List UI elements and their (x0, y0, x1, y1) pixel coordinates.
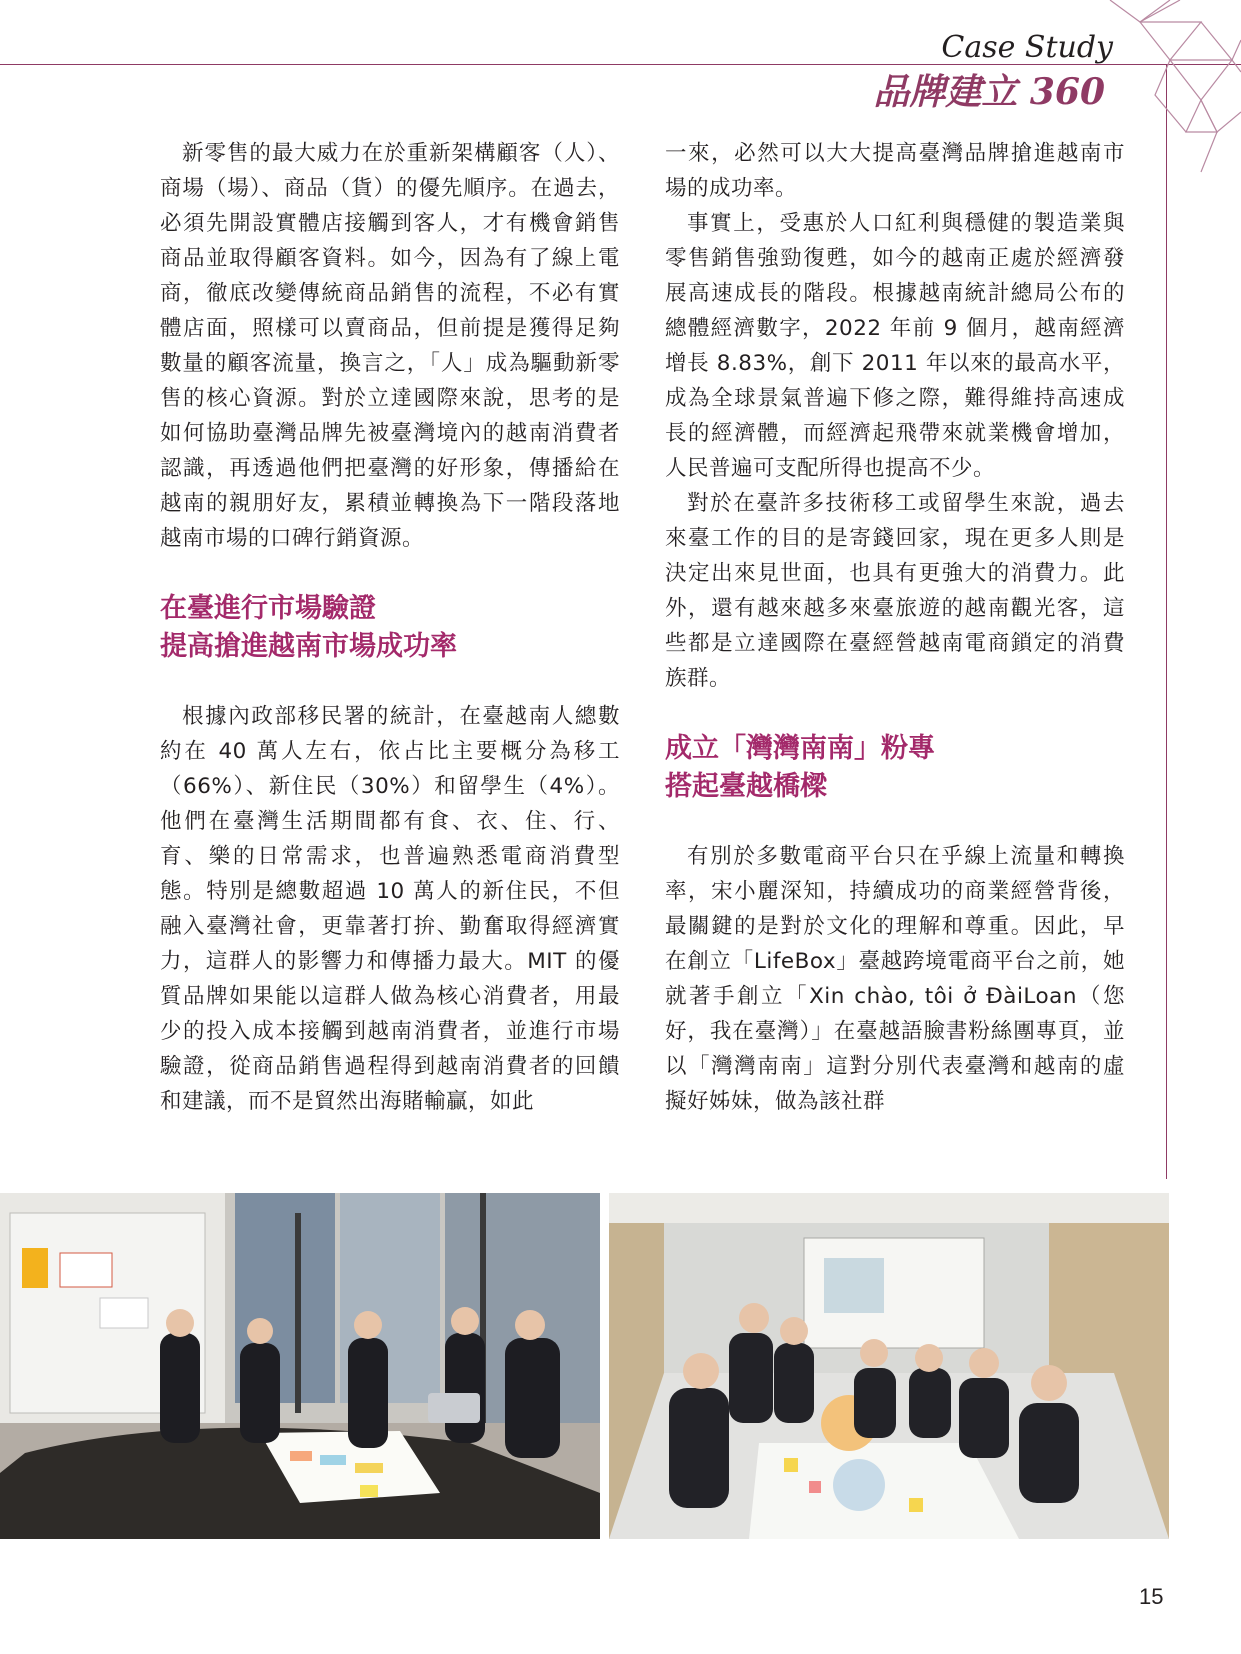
body-paragraph: 根據內政部移民署的統計，在臺越南人總數約在 40 萬人左右，依占比主要概分為移工（66%）、新住民（30%）和留學生（4%）。他們在臺灣生活期間都有食、衣、住、行、育、樂的日常需求，也普遍熟悉電商消費型態。特別是總數超過 10 萬人的新住民，不但融入臺灣社會，更靠著打拚、勤奮取得經濟實力，這群人的影響力和傳播力最大。MIT 的優質品牌如果能以這群人做為核心消費者，用最少的投入成本接觸到越南消費者，並進行市場驗證，從商品銷售過程得到越南消費者的回饋和建議，而不是貿然出海賭輸贏，如此 (160, 704, 620, 1114)
body-paragraph-continued: 一來，必然可以大大提高臺灣品牌搶進越南市場的成功率。 (665, 141, 1125, 201)
series-title: Case Study (941, 30, 1113, 65)
margin-rule (1166, 64, 1167, 1179)
conference-room-photo (609, 1193, 1169, 1539)
page-number: 15 (1139, 1584, 1164, 1609)
body-paragraph: 有別於多數電商平台只在乎線上流量和轉換率，宋小麗深知，持續成功的商業經營背後，最關鍵的是對於文化的理解和尊重。因此，早在創立「LifeBox」臺越跨境電商平台之前，她就著手創立「Xin chào, tôi ở ĐàiLoan（您好，我在臺灣）」在臺越語臉書粉絲團專頁，並以「灣灣南南」這對分別代表臺灣和越南的虛擬好姊妹，做為該社群 (665, 844, 1125, 1114)
body-paragraph: 新零售的最大威力在於重新架構顧客（人）、商場（場）、商品（貨）的優先順序。在過去，必須先開設實體店接觸到客人，才有機會銷售商品並取得顧客資料。如今，因為有了線上電商，徹底改變傳統商品銷售的流程，不必有實體店面，照樣可以賣商品，但前提是獲得足夠數量的顧客流量，換言之，「人」成為驅動新零售的核心資源。對於立達國際來說，思考的是如何協助臺灣品牌先被臺灣境內的越南消費者認識，再透過他們把臺灣的好形象，傳播給在越南的親朋好友，累積並轉換為下一階段落地越南市場的口碑行銷資源。 (160, 141, 620, 551)
right-text-column (665, 136, 1125, 1119)
office-meeting-photo (0, 1193, 600, 1539)
body-paragraph: 事實上，受惠於人口紅利與穩健的製造業與零售銷售強勁復甦，如今的越南正處於經濟發展高速成長的階段。根據越南統計總局公布的總體經濟數字，2022 年前 9 個月，越南經濟增長 8.83%，創下 2011 年以來的最高水平，成為全球景氣普遍下修之際，難得維持高速成長的經濟體，而經濟起飛帶來就業機會增加，人民普遍可支配所得也提高不少。 (665, 211, 1125, 481)
section-heading: 在臺進行市場驗證 提高搶進越南市場成功率 (160, 593, 457, 662)
section-heading: 成立「灣灣南南」粉專 搭起臺越橋樑 (665, 733, 935, 802)
left-text-column (160, 136, 620, 1119)
series-subtitle: 品牌建立 360 (873, 71, 1105, 113)
body-paragraph: 對於在臺許多技術移工或留學生來說，過去來臺工作的目的是寄錢回家，現在更多人則是決定出來見世面，也具有更強大的消費力。此外，還有越來越多來臺旅遊的越南觀光客，這些都是立達國際在臺經營越南電商鎖定的消費族群。 (665, 491, 1125, 691)
